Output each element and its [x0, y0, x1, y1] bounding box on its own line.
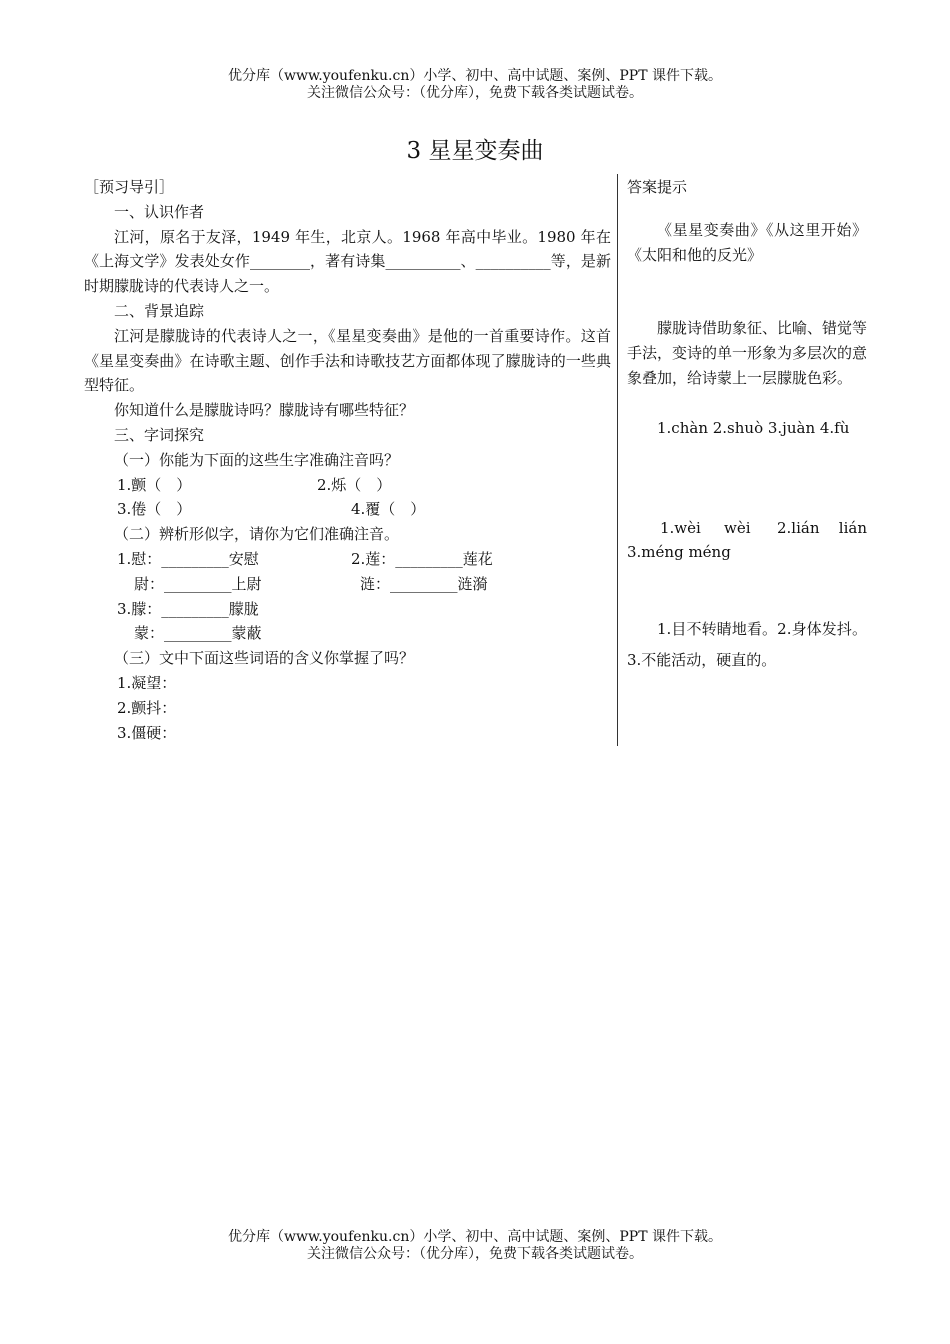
answer-1: 《星星变奏曲》《从这里开始》《太阳和他的反光》	[627, 220, 867, 264]
q3-heading: （三）文中下面这些词语的含义你掌握了吗？	[114, 649, 415, 668]
section-2-question: 你知道什么是朦胧诗吗？朦胧诗有哪些特征？	[114, 401, 415, 420]
footer-line-1: 优分库（www.youfenku.cn）小学、初中、高中试题、案例、PPT 课件下载。	[227, 1229, 722, 1245]
q3-item: 2.颤抖：	[117, 698, 177, 717]
q2-item: 2.莲：_________莲花	[351, 549, 493, 568]
q2-item: 尉：_________上尉	[134, 574, 262, 593]
header-line-2: 关注微信公众号：（优分库），免费下载各类试题试卷。	[307, 85, 643, 101]
answer-2: 朦胧诗借助象征、比喻、错觉等手法，变诗的单一形象为多层次的意象叠加，给诗蒙上一层朦胧色彩。	[627, 319, 868, 387]
page-title: 3 星星变奏曲	[406, 138, 544, 164]
q3-item: 3.僵硬：	[117, 723, 177, 742]
q1-item: 4.覆（ ）	[351, 500, 426, 519]
footer-line-2: 关注微信公众号：（优分库），免费下载各类试题试卷。	[307, 1246, 643, 1262]
q2-row-3	[84, 597, 611, 622]
section-2-heading: 二、背景追踪	[114, 301, 205, 320]
q2-item: 涟：_________涟漪	[360, 574, 488, 593]
answer-3: 1.chàn 2.shuò 3.juàn 4.fù	[657, 418, 850, 437]
q3-item: 1.凝望：	[117, 673, 177, 692]
section-3-heading: 三、字词探究	[114, 425, 205, 444]
q2-row-1	[84, 547, 611, 572]
q2-item: 1.慰：_________安慰	[117, 549, 259, 568]
q1-row-1	[84, 473, 611, 498]
section-2-text: 江河是朦胧诗的代表诗人之一，《星星变奏曲》是他的一首重要诗作。这首《星星变奏曲》在诗歌主题、创作手法和诗歌技艺方面都体现了朦胧诗的一些典型特征。	[84, 326, 611, 395]
q1-item: 3.倦（ ）	[117, 500, 192, 519]
q2-item: 3.朦：_________朦胧	[117, 599, 259, 618]
answer-4-line-1	[627, 516, 867, 541]
page-footer	[0, 1229, 950, 1263]
answer-4-part: lián	[838, 518, 867, 537]
q2-row-4	[84, 621, 611, 646]
page-header	[0, 68, 950, 102]
q1-row-2	[84, 497, 611, 522]
section-1-text: 江河，原名于友泽，1949 年生，北京人。1968 年高中毕业。1980 年在《上海文学》发表处女作________，著有诗集__________、__________等，是新时期朦胧诗的代表诗人之一。	[84, 227, 611, 296]
section-1-heading: 一、认识作者	[114, 202, 205, 221]
q2-item: 蒙：_________蒙蔽	[134, 624, 262, 643]
q1-item: 1.颤（ ）	[117, 475, 192, 494]
left-column	[84, 175, 611, 745]
column-divider	[617, 174, 618, 746]
right-column	[627, 175, 867, 676]
q2-row-2	[84, 572, 611, 597]
q2-heading: （二）辨析形似字，请你为它们准确注音。	[114, 525, 400, 544]
q1-item: 2.烁（ ）	[317, 475, 392, 494]
answer-4-part: 1.wèi	[660, 518, 701, 537]
answer-4-part: 2.lián	[777, 518, 820, 537]
guide-heading: ［预习导引］	[84, 178, 175, 196]
q1-heading: （一）你能为下面的这些生字准确注音吗？	[114, 450, 400, 469]
answers-heading: 答案提示	[627, 178, 688, 196]
answer-5: 1.目不转睛地看。2.身体发抖。3.不能活动，硬直的。	[627, 620, 867, 670]
answer-4-part: wèi	[724, 518, 751, 537]
answer-4-line-2: 3.méng méng	[627, 543, 731, 562]
header-line-1: 优分库（www.youfenku.cn）小学、初中、高中试题、案例、PPT 课件下载。	[227, 68, 722, 84]
